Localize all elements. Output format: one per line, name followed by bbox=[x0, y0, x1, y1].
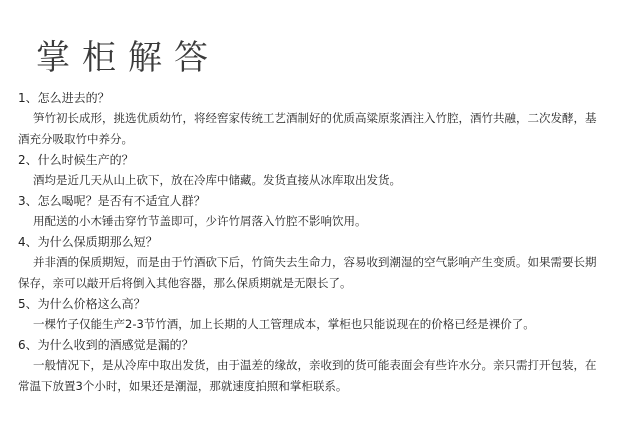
question-text: 5、为什么价格这么高？ bbox=[18, 297, 146, 311]
qa-item bbox=[18, 191, 606, 232]
question-text: 3、怎么喝呢？是否有不适宜人群？ bbox=[18, 194, 206, 208]
page-title: 掌柜解答 bbox=[36, 38, 220, 78]
qa-item bbox=[18, 88, 606, 150]
question-text: 2、什么时候生产的？ bbox=[18, 153, 134, 167]
answer-text: 笋竹初长成形，挑选优质幼竹，将经窖家传统工艺酒制好的优质高粱原浆酒注入竹腔，酒竹共融，二次发酵，基酒充分吸取竹中养分。 bbox=[18, 111, 597, 146]
answer-text: 用配送的小木锤击穿竹节盖即可，少许竹屑落入竹腔不影响饮用。 bbox=[33, 214, 367, 228]
answer-text: 酒均是近几天从山上砍下，放在冷库中储藏。发货直接从冰库取出发货。 bbox=[33, 173, 401, 187]
question-text: 1、怎么进去的？ bbox=[18, 91, 110, 105]
answer-text: 并非酒的保质期短，而是由于竹酒砍下后，竹筒失去生命力，容易收到潮湿的空气影响产生变质。如果需要长期保存，亲可以敲开后将倒入其他容器，那么保质期就是无限长了。 bbox=[18, 255, 597, 290]
qa-list bbox=[18, 88, 606, 397]
answer-text: 一般情况下，是从冷库中取出发货，由于温差的缘故，亲收到的货可能表面会有些许水分。亲只需打开包装，在常温下放置3个小时，如果还是潮湿，那就速度拍照和掌柜联系。 bbox=[18, 358, 597, 393]
qa-item bbox=[18, 232, 606, 294]
question-text: 6、为什么收到的酒感觉是漏的？ bbox=[18, 338, 194, 352]
question-text: 4、为什么保质期那么短？ bbox=[18, 235, 158, 249]
qa-item bbox=[18, 150, 606, 191]
qa-item bbox=[18, 294, 606, 335]
answer-text: 一棵竹子仅能生产2-3节竹酒，加上长期的人工管理成本，掌柜也只能说现在的价格已经是裸价了。 bbox=[33, 317, 535, 331]
qa-item bbox=[18, 335, 606, 397]
